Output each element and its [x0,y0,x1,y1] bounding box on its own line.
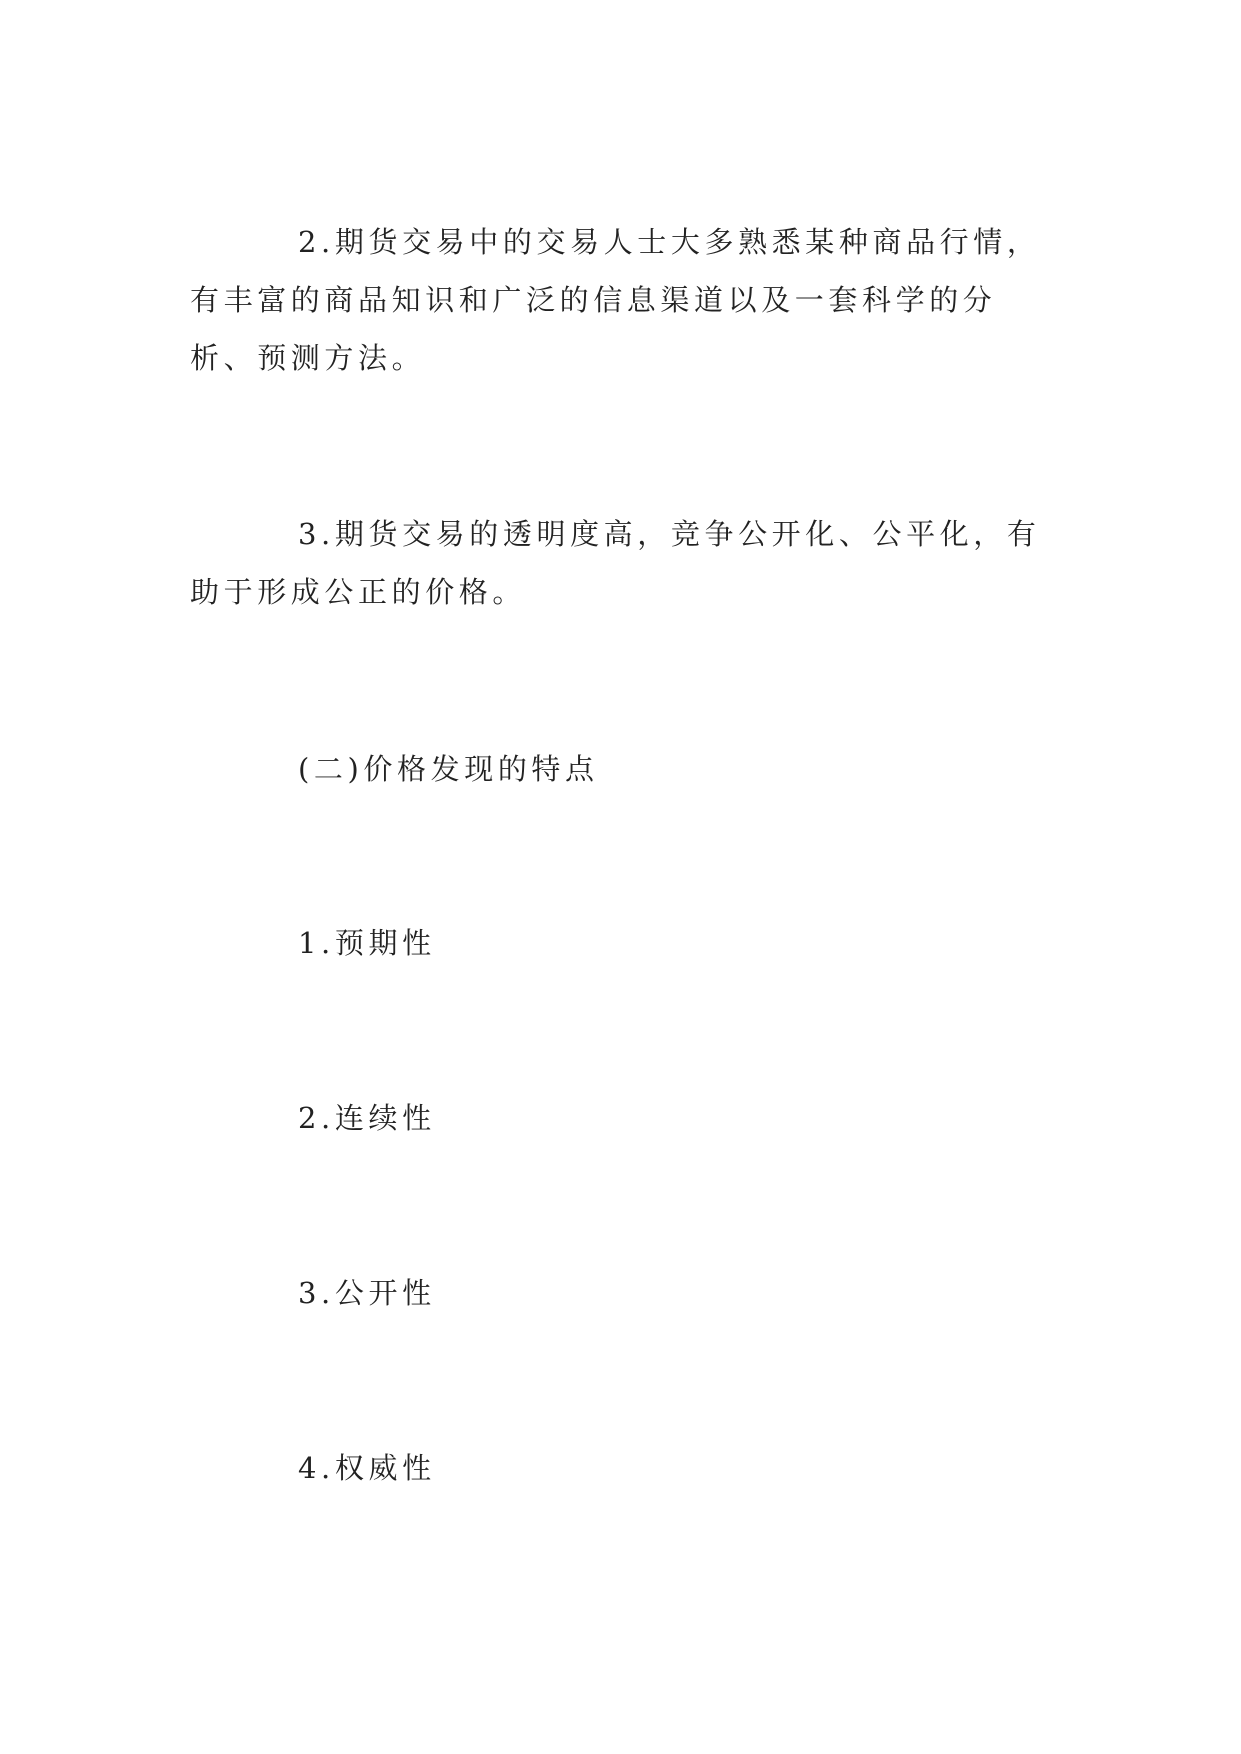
list-item-openness: 3.公开性 [298,1276,436,1310]
list-item-continuity: 2.连续性 [298,1101,436,1135]
paragraph-point-3-transparency: 3.期货交易的透明度高，竞争公开化、公平化，有助于形成公正的价格。 [190,517,1041,609]
section-heading-price-discovery-features: (二)价格发现的特点 [298,752,599,786]
list-item-authority: 4.权威性 [298,1451,436,1485]
list-item-expectancy: 1.预期性 [298,926,436,960]
paragraph-point-2-traders: 2.期货交易中的交易人士大多熟悉某种商品行情，有丰富的商品知识和广泛的信息渠道以及一套科学的分析、预测方法。 [190,225,1041,375]
